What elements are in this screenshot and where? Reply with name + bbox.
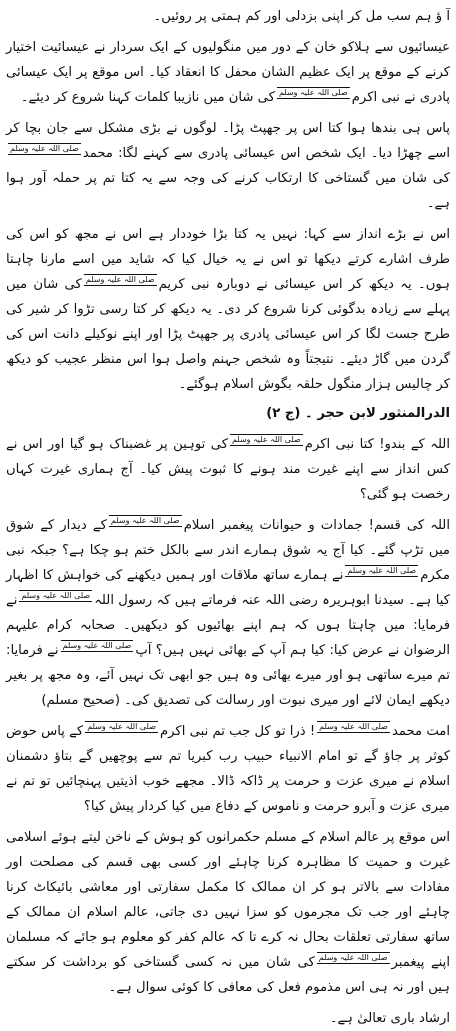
honorific-seal-icon: صلی اللہ علیہ وسلم [347, 566, 417, 575]
source-citation: الدرالمنثور لابن حجر ۔ (ج ۲) [266, 406, 450, 421]
honorific-seal-icon: صلی اللہ علیہ وسلم [319, 722, 388, 731]
paragraph-priest-reply: اس نے بڑے انداز سے کہا: نہیں یہ کتا بڑا خوددار ہے اس نے مجھ کو اس کی طرف اشارے کرتے دیکھا تو اس نے یہ خیال کیا کہ شاید میں اسے مارنا چاہتا ہوں۔ یہ دیکھ کر اس عیسائی نے دوبارہ نبی کریمصلی اللہ علیہ وسلمکی شان میں پہلے سے زیادہ بدگوئی کرنا شروع کر دی۔ یہ دیکھ کر کتا رسی تڑوا کر شیر کی طرح جست لگا کر اس عیسائی پادری پر جھپٹ پڑا اور اپنے نوکیلے دانت اس کی گردن میں گاڑ دیئے۔ نتیجتاً وہ شخص جہنم واصل ہوا اس منظر عجیب کو دیکھ کر چالیس ہزار منگول حلقہ بگوش اسلام ہوگئے۔ [6, 227, 450, 392]
paragraph-rulers: اس موقع پر عالم اسلام کے مسلم حکمرانوں کو ہوش کے ناخن لیتے ہوئے اسلامی غیرت و حمیت کا مظاہرہ کرنا چاہئے اور کسی بھی قسم کی مصلحت اور مفادات سے بالاتر ہو کر ان ممالک کا مکمل سفارتی اور معاشی بائیکاٹ کرنا چاہئے اور جب تک مجرموں کو سزا نہیں دی جاتی، عالم اسلام ان ممالک کے ساتھ سفارتی تعلقات بحال نہ کرے تا کہ عالم کفر کو معلوم ہو جائے کہ مسلمان اپنے پیغمبرصلی اللہ علیہ وسلمکی شان میں نہ کسی گستاخی کو برداشت کر سکتے ہیں اور نہ ہی اس مذموم فعل کی معافی کا کوئی سوال ہے۔ [6, 830, 451, 995]
paragraph-dog-attack: پاس ہی بندھا ہوا کتا اس پر جھپٹ پڑا۔ لوگوں نے بڑی مشکل سے جان بچا کر اسے چھڑا دیا۔ ایک شخص اس عیسائی پادری سے کہنے لگا: محمدصلی اللہ علیہ وسلمکی شان میں گستاخی کا ارتکاب کرنے کی وجہ سے یہ کتا تم پر حملہ آور ہوا ہے۔ [6, 121, 450, 211]
paragraph-halaku-khan: عیسائیوں سے ہلاکو خان کے دور میں منگولیوں کے ایک سردار نے عیسائیت اختیار کرنے کے موقع پر ایک عظیم الشان محفل کا انعقاد کیا۔ اس موقع پر ایک عیسائی پادری نے نبی اکرمصلی اللہ علیہ وسلمکی شان میں نازیبا کلمات کہنا شروع کر دیئے۔ [6, 40, 450, 105]
honorific-seal-icon: صلی اللہ علیہ وسلم [85, 275, 155, 284]
honorific-seal-icon: صلی اللہ علیہ وسلم [231, 435, 301, 444]
honorific-seal-icon: صلی اللہ علیہ وسلم [62, 641, 132, 650]
honorific-seal-icon: صلی اللہ علیہ وسلم [10, 144, 79, 153]
honorific-seal-icon: صلی اللہ علیہ وسلم [110, 516, 180, 525]
honorific-seal-icon: صلی اللہ علیہ وسلم [318, 953, 388, 962]
closing-line: ارشاد باری تعالیٰ ہے۔ [329, 1011, 450, 1026]
paragraph-by-allah: اللہ کی قسم! جمادات و حیوانات پیغمبر اسلامصلی اللہ علیہ وسلمکے دیدار کے شوق میں تڑپ گئے۔ کیا آج یہ شوق ہمارے اندر سے بالکل ختم ہو چکا ہے؟ جبکہ نبی مکرمصلی اللہ علیہ وسلمنے ہمارے ساتھ ملاقات اور ہمیں دیکھنے کی خواہش کا اظہار کیا ہے۔ سیدنا ابوہریرہ رضی اللہ عنہ فرماتے ہیں کہ رسول اللہصلی اللہ علیہ وسلمنے فرمایا: میں چاہتا ہوں کہ ہم اپنے بھائیوں کو دیکھیں۔ صحابہ کرام علیہم الرضوان نے عرض کیا: کیا ہم آپ کے بھائی نہیں ہیں؟ آپصلی اللہ علیہ وسلمنے فرمایا: تم میرے ساتھی ہو اور میرے بھائی وہ ہیں جو ابھی تک نہیں آئے، وہ مجھ پر بغیر دیکھے ایمان لائے اور میری نبوت اور رسالت کی تصدیق کی۔ (صحیح مسلم) [6, 516, 450, 708]
honorific-seal-icon: صلی اللہ علیہ وسلم [278, 88, 348, 97]
urdu-text-page [6, 4, 451, 1026]
honorific-seal-icon: صلی اللہ علیہ وسلم [87, 722, 156, 731]
intro-line: آ ؤ ہم سب مل کر اپنی بزدلی اور کم ہمتی پر روئیں۔ [153, 9, 450, 24]
paragraph-servants-of-allah: اللہ کے بندو! کتا نبی اکرمصلی اللہ علیہ وسلمکی توہین پر غضبناک ہو گیا اور اس نے کس انداز سے اپنے غیرت مند ہونے کا ثبوت پیش کیا۔ آج ہماری غیرت کہاں رخصت ہو گئی؟ [6, 435, 450, 502]
honorific-seal-icon: صلی اللہ علیہ وسلم [21, 591, 91, 600]
paragraph-ummah: امت محمدصلی اللہ علیہ وسلم! ذرا تو کل جب تم نبی اکرمصلی اللہ علیہ وسلمکے پاس حوض کوثر پر جاؤ گے تو امام الانبیاء حبیب رب کبریا تم سے پوچھیں گے بتاؤ دشمنان اسلام نے میری عزت و حرمت پر ڈاکہ ڈالا۔ مجھے خوب اذیتیں پہنچائیں تو تم نے میری عزت و آبرو حرمت و ناموس کے دفاع میں کیا کردار پیش کیا؟ [6, 722, 451, 814]
